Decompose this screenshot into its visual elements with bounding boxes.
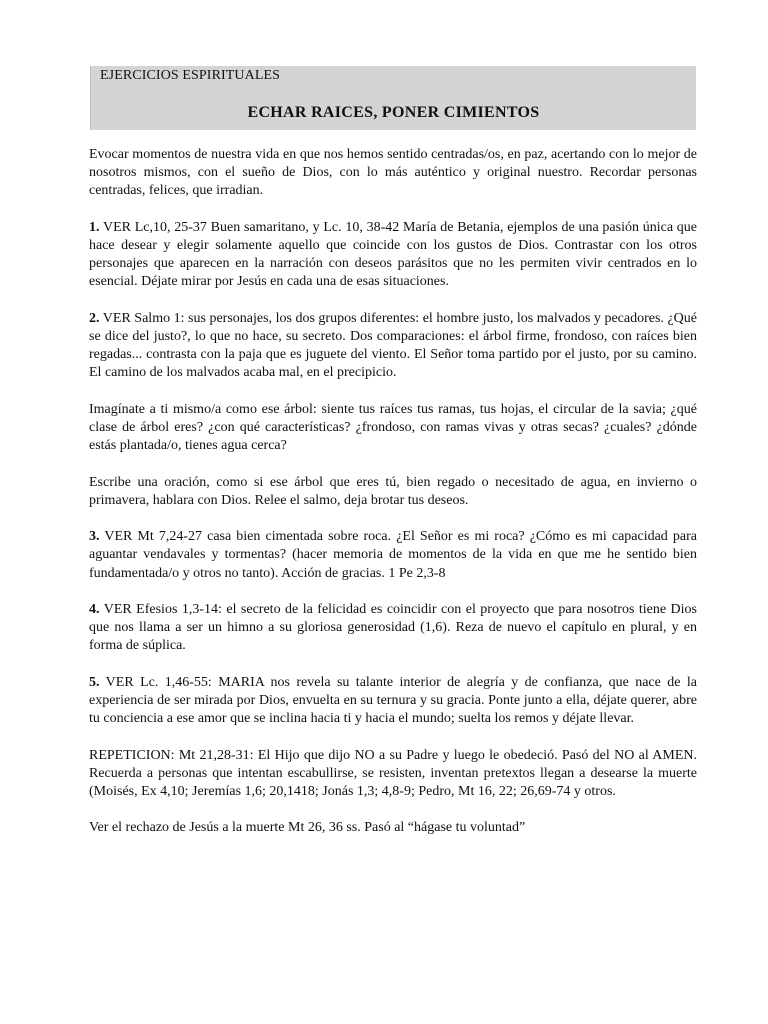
document-title: ECHAR RAICES, PONER CIMIENTOS (247, 104, 540, 121)
paragraph-repeticion (89, 747, 697, 802)
paragraph-text: REPETICION: Mt 21,28-31: El Hijo que dijo NO a su Padre y luego le obedeció. Pasó del NO al AMEN. Recuerda a personas que intentan escabullirse, se resisten, inventan pretextos llegan a desearse la muerte (Moisés, Ex 4,10; Jeremías 1,6; 20,1418; Jonás 1,3; 4,8-9; Pedro, Mt 16, 22; 26,69-74 y otros. (89, 747, 697, 799)
paragraph-number: 2. (89, 310, 100, 326)
paragraph-text: VER Lc,10, 25-37 Buen samaritano, y Lc. 10, 38-42 María de Betania, ejemplos de una pasión única que hace desear y elegir solamente aquello que coincide con los gustos de Dios. Contrastar con los otros personajes que aparecen en la narración con deseos parásitos que no les permiten vivir centrados en lo esencial. Déjate mirar por Jesús en cada una de esas situaciones. (89, 219, 697, 290)
paragraph-text: VER Mt 7,24-27 casa bien cimentada sobre roca. ¿El Señor es mi roca? ¿Cómo es mi capacidad para aguantar vendavales y tormentas? (hacer memoria de momentos de la vida en que me he sentido bien fundamentada/o y otros no tanto). Acción de gracias. 1 Pe 2,3-8 (89, 529, 697, 581)
paragraph-intro: Evocar momentos de nuestra vida en que nos hemos sentido centradas/os, en paz, acertando con lo mejor de nosotros mismos, con el sueño de Dios, con lo más auténtico y original nuestro. Recordar personas centradas, felices, que irradian. (89, 147, 697, 199)
paragraph-number: 4. (89, 601, 100, 617)
paragraph-text: Ver el rechazo de Jesús a la muerte Mt 26, 36 ss. Pasó al “hágase tu voluntad” (89, 820, 526, 836)
paragraph-write (89, 474, 697, 510)
paragraph-1 (89, 219, 697, 292)
paragraph-text: VER Efesios 1,3-14: el secreto de la felicidad es coincidir con el proyecto que para nosotros tiene Dios que nos llama a ser un himno a su gloriosa generosidad (1,6). Reza de nuevo el capítulo en plural, y en forma de súplica. (89, 601, 697, 654)
header-label: EJERCICIOS ESPIRITUALES (100, 68, 281, 83)
paragraph-number: 3. (89, 529, 100, 545)
paragraph-text: VER Lc. 1,46-55: MARIA nos revela su talante interior de alegría y de confianza, que nace de la experiencia de ser mirada por Dios, envuelta en su ternura y su gracia. Ponte junto a ella, déjate querer, abre tu conciencia a ese amor que se inclina hacia ti y hacia el mundo; suelta los remos y déjate llevar. (89, 674, 697, 727)
paragraph-4 (89, 601, 697, 656)
paragraph-3 (89, 528, 697, 583)
paragraph-text: Imagínate a ti mismo/a como ese árbol: siente tus raíces tus ramas, tus hojas, el circular de la savia; ¿qué clase de árbol eres? ¿con qué características? ¿frondoso, con ramas vivas y otras secas? ¿cuales? ¿dónde estás plantada/o, tienes agua cerca? (89, 401, 697, 454)
document-body (89, 146, 697, 856)
paragraph-number: 1. (89, 219, 100, 235)
paragraph-text: VER Salmo 1: sus personajes, los dos grupos diferentes: el hombre justo, los malvados y pecadores. ¿Qué se dice del justo?, lo que no hace, su secreto. Dos comparaciones: el árbol firme, frondoso, con raíces bien regadas... contrasta con la paja que es juguete del viento. El Señor toma partido por el justo, por su camino. El camino de los malvados acaba mal, en el precipicio. (89, 310, 697, 381)
header-box (90, 66, 696, 130)
paragraph-text: Escribe una oración, como si ese árbol que eres tú, bien regado o necesitado de agua, en invierno o primavera, hablara con Dios. Relee el salmo, deja brotar tus deseos. (89, 474, 697, 508)
paragraph-5 (89, 674, 697, 729)
paragraph-final (89, 819, 697, 837)
paragraph-2 (89, 310, 697, 383)
paragraph-number: 5. (89, 674, 100, 690)
paragraph-imagine (89, 401, 697, 456)
